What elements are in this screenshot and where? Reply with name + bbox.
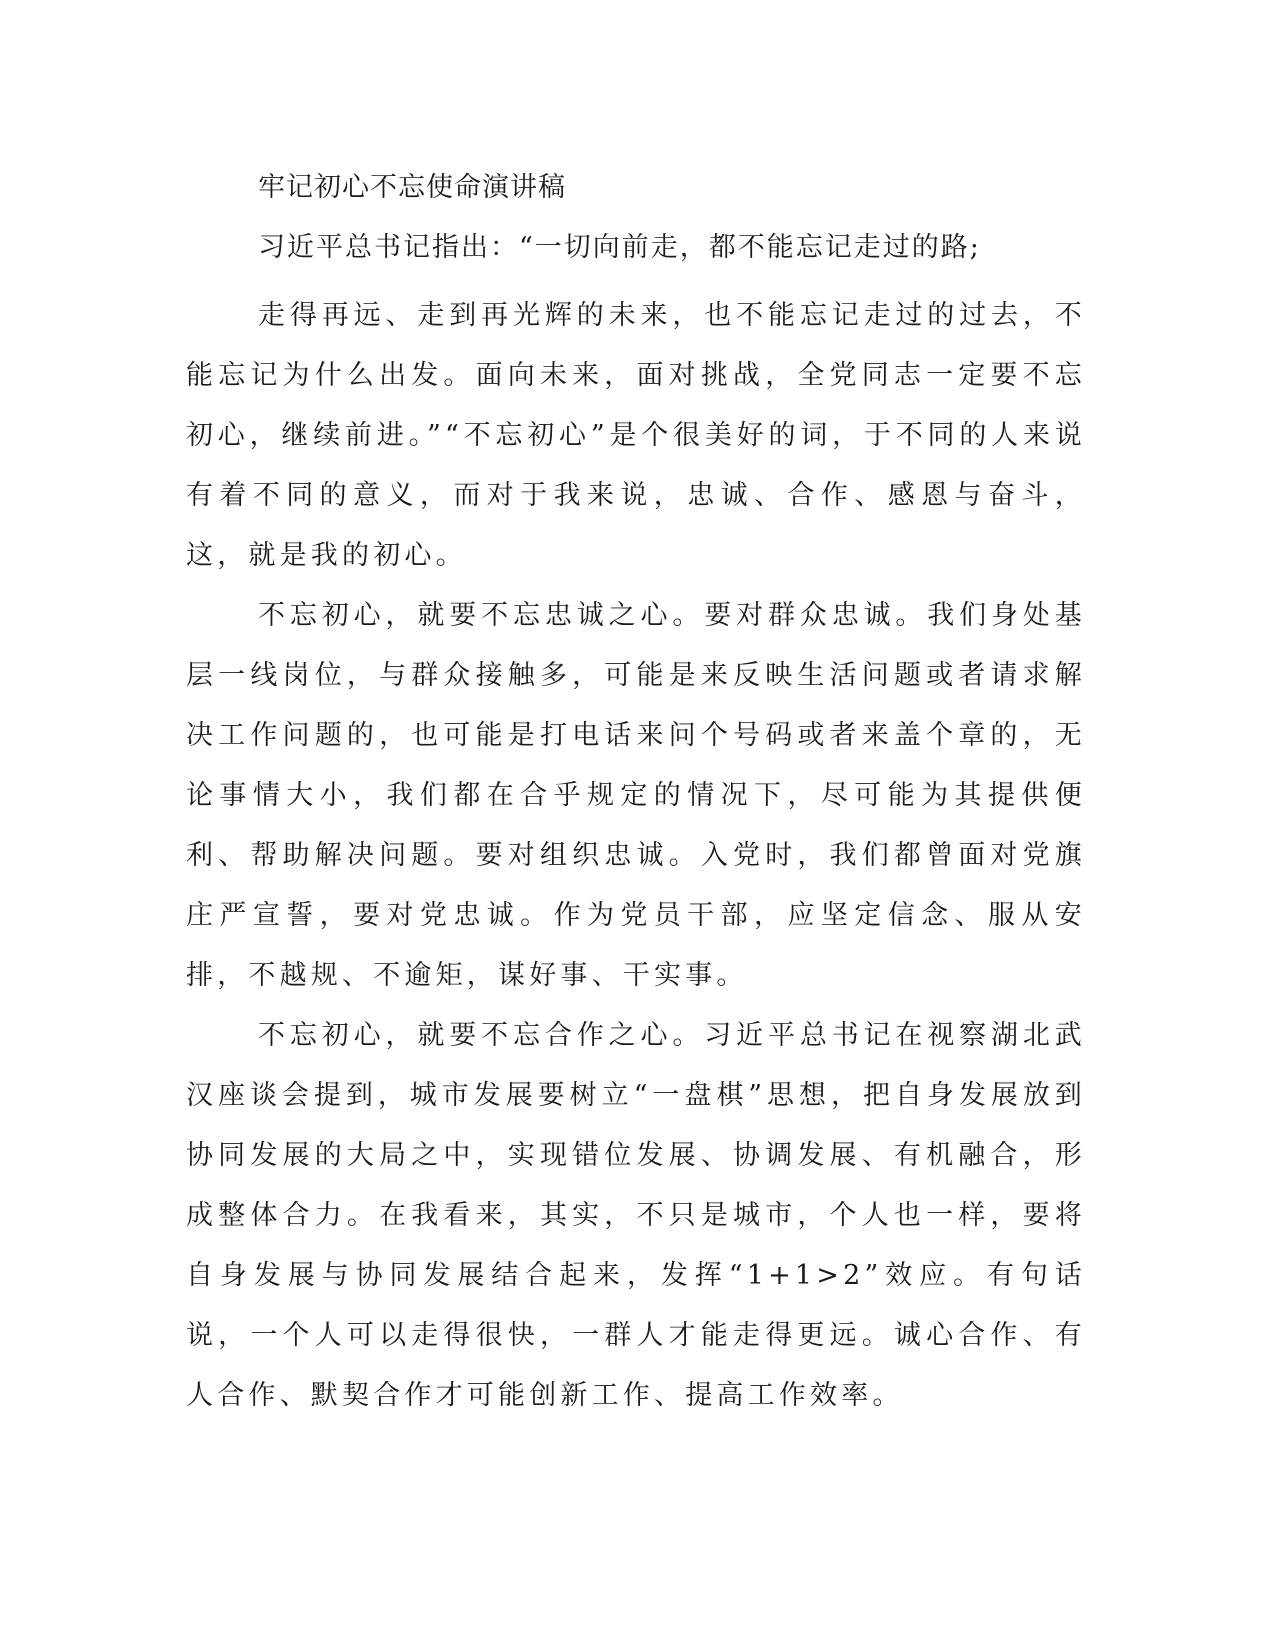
document-body — [186, 286, 1086, 1426]
paragraph-intro: 走得再远、走到再光辉的未来，也不能忘记走过的过去，不能忘记为什么出发。面向未来，面对挑战，全党同志一定要不忘初心，继续前进。”“不忘初心”是个很美好的词，于不同的人来说有着不同的意义，而对于我来说，忠诚、合作、感恩与奋斗，这，就是我的初心。 — [186, 300, 1086, 571]
lead-sentence: 习近平总书记指出：“一切向前走，都不能忘记走过的路; — [258, 232, 981, 263]
document-title: 牢记初心不忘使命演讲稿 — [258, 172, 566, 203]
paragraph-loyalty: 不忘初心，就要不忘忠诚之心。要对群众忠诚。我们身处基层一线岗位，与群众接触多，可能是来反映生活问题或者请求解决工作问题的，也可能是打电话来问个号码或者来盖个章的，无论事情大小，我们都在合乎规定的情况下，尽可能为其提供便利、帮助解决问题。要对组织忠诚。入党时，我们都曾面对党旗庄严宣誓，要对党忠诚。作为党员干部，应坚定信念、服从安排，不越规、不逾矩，谋好事、干实事。 — [186, 600, 1086, 991]
paragraph-cooperation: 不忘初心，就要不忘合作之心。习近平总书记在视察湖北武汉座谈会提到，城市发展要树立“一盘棋”思想，把自身发展放到协同发展的大局之中，实现错位发展、协调发展、有机融合，形成整体合力。在我看来，其实，不只是城市，个人也一样，要将自身发展与协同发展结合起来，发挥“1+1>2”效应。有句话说，一个人可以走得很快，一群人才能走得更远。诚心合作、有人合作、默契合作才可能创新工作、提高工作效率。 — [186, 1020, 1086, 1411]
